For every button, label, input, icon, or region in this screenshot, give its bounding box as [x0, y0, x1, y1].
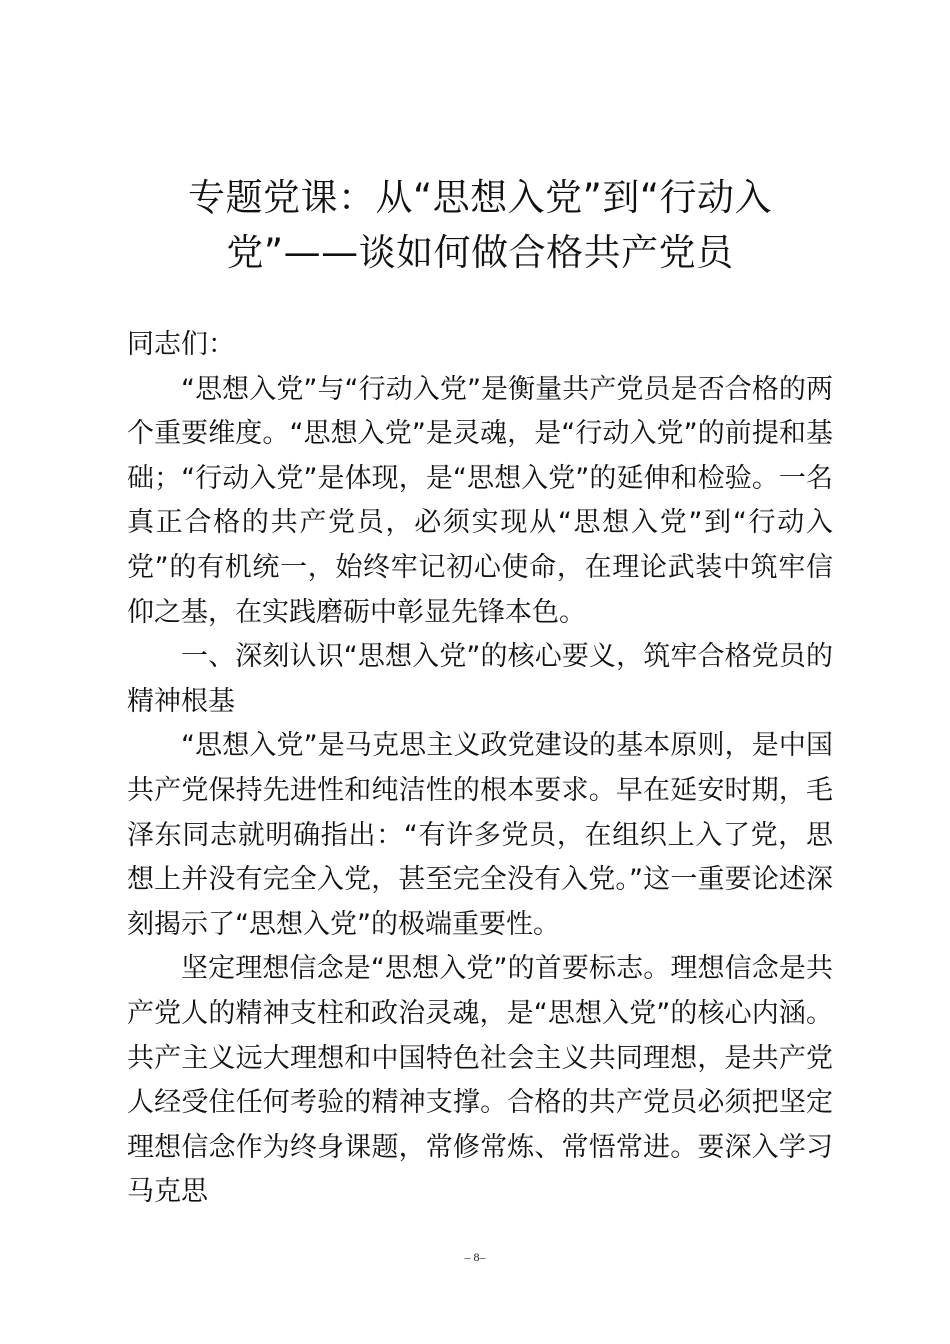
paragraph-3: 坚定理想信念是“思想入党”的首要标志。理想信念是共产党人的精神支柱和政治灵魂，是“思想入党”的核心内涵。共产主义远大理想和中国特色社会主义共同理想，是共产党人经受住任何考验的精神支撑。合格的共产党员必须把坚定理想信念作为终身课题，常修常炼、常悟常进。要深入学习马克思 [127, 953, 833, 1208]
paragraph-2: “思想入党”是马克思主义政党建设的基本原则，是中国共产党保持先进性和纯洁性的根本要求。早在延安时期，毛泽东同志就明确指出：“有许多党员，在组织上入了党，思想上并没有完全入党，甚至完全没有入党。”这一重要论述深刻揭示了“思想入党”的极端重要性。 [127, 730, 833, 940]
section-heading-1: 一、深刻认识“思想入党”的核心要义，筑牢合格党员的精神根基 [127, 641, 833, 717]
paragraph-intro: “思想入党”与“行动入党”是衡量共产党员是否合格的两个重要维度。“思想入党”是灵魂，是“行动入党”的前提和基础；“行动入党”是体现，是“思想入党”的延伸和检验。一名真正合格的共产党员，必须实现从“思想入党”到“行动入党”的有机统一，始终牢记初心使命，在理论武装中筑牢信仰之基，在实践磨砺中彰显先锋本色。 [127, 373, 833, 628]
document-body [127, 323, 833, 1215]
title-line-1: 专题党课：从“思想入党”到“行动入 [187, 176, 772, 219]
page-number: – 8– [464, 1250, 486, 1264]
salutation: 同志们： [127, 329, 235, 360]
title-line-2: 党”——谈如何做合格共产党员 [226, 231, 734, 274]
document-title [120, 170, 840, 280]
